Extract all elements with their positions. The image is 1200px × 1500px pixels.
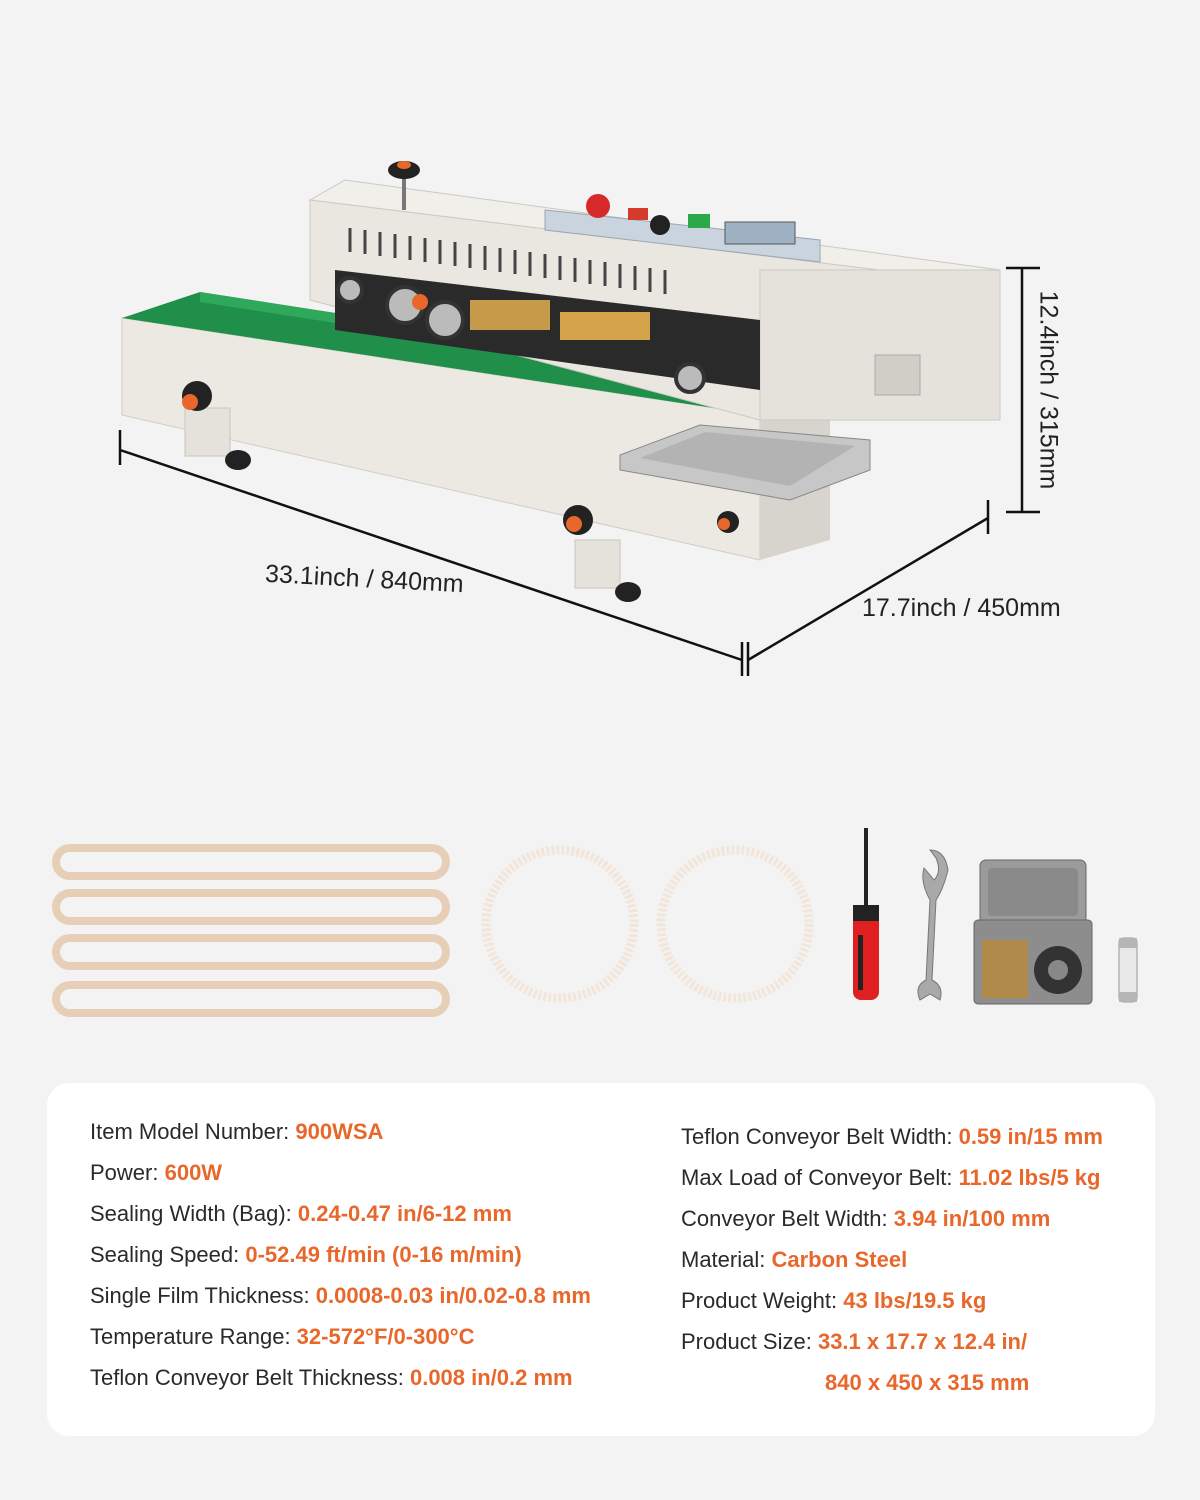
spec-value: 0.59 in/15 mm [958, 1124, 1103, 1149]
spec-label: Material: [681, 1247, 772, 1272]
spec-value: 33.1 x 17.7 x 12.4 in/ [817, 1329, 1028, 1354]
spec-row [681, 1288, 986, 1314]
spec-row [90, 1283, 591, 1309]
teflon-timing-belts-image [486, 850, 809, 998]
spec-label: Conveyor Belt Width: [681, 1206, 894, 1231]
spec-row [681, 1329, 1027, 1355]
depth-dimension-label: 17.7inch / 450mm [862, 594, 1061, 622]
spec-label: Product Size: [681, 1329, 818, 1354]
sealing-belts-image [56, 848, 446, 1013]
spec-label: Sealing Width (Bag): [90, 1201, 298, 1226]
spec-label: Temperature Range: [90, 1324, 297, 1349]
spec-value: 900WSA [295, 1119, 384, 1144]
spec-row [90, 1201, 512, 1227]
spec-row [681, 1165, 1100, 1191]
spec-value: 600W [164, 1160, 223, 1185]
screwdriver-icon [853, 828, 879, 1000]
spec-row [90, 1160, 222, 1186]
character-type-box-icon [974, 860, 1092, 1004]
spec-value: 840 x 450 x 315 mm [825, 1370, 1030, 1395]
spec-value: 0-52.49 ft/min (0-16 m/min) [245, 1242, 522, 1267]
spec-row [681, 1124, 1103, 1150]
spec-label: Product Weight: [681, 1288, 844, 1313]
fuse-icon [1119, 938, 1137, 1002]
spec-row [90, 1242, 522, 1268]
spec-value: 32-572°F/0-300°C [296, 1324, 475, 1349]
spec-label: Teflon Conveyor Belt Width: [681, 1124, 959, 1149]
spec-row [90, 1324, 474, 1350]
spec-value: 3.94 in/100 mm [893, 1206, 1051, 1231]
spec-label: Power: [90, 1160, 165, 1185]
spec-value: 43 lbs/19.5 kg [843, 1288, 987, 1313]
height-dimension-label: 12.4inch / 315mm [1034, 290, 1063, 490]
spec-row [90, 1119, 383, 1145]
spec-row [681, 1247, 907, 1273]
spec-value: Carbon Steel [771, 1247, 908, 1272]
spanner-wrench-icon [918, 850, 948, 1000]
spec-label: Single Film Thickness: [90, 1283, 316, 1308]
spec-value: 0.24-0.47 in/6-12 mm [297, 1201, 512, 1226]
spec-value: 0.008 in/0.2 mm [409, 1365, 573, 1390]
spec-label: Max Load of Conveyor Belt: [681, 1165, 959, 1190]
spec-row [825, 1370, 1029, 1396]
spec-row [90, 1365, 573, 1391]
spec-label: Sealing Speed: [90, 1242, 246, 1267]
length-dimension-label: 33.1inch / 840mm [264, 559, 465, 599]
spec-label: Item Model Number: [90, 1119, 296, 1144]
spec-value: 0.0008-0.03 in/0.02-0.8 mm [315, 1283, 591, 1308]
spec-row [681, 1206, 1050, 1232]
spec-label: Teflon Conveyor Belt Thickness: [90, 1365, 410, 1390]
spec-value: 11.02 lbs/5 kg [958, 1165, 1101, 1190]
